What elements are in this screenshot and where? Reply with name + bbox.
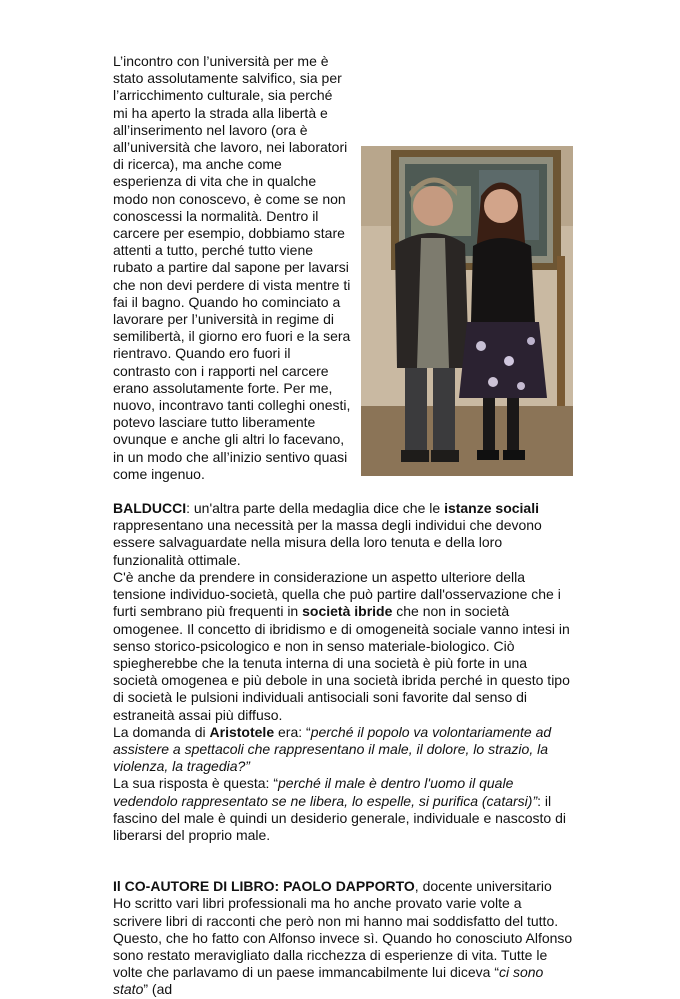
paragraph-coautore [113, 895, 573, 998]
italic-quote: ci sono stato [113, 964, 544, 998]
text-span: che non in società omogenee. Il concetto di ibridismo e di omogeneità sociale vanno intesi in senso storico-psicologico e non in senso materiale-biologico. Ciò spiegherebbe che la tenuta interna di una società è più forte in una società omogenea e più debole in una società ibrida perché in questo tipo di società le pulsioni individuali antisociali soni favorite dal senso di estraneità assai più diffuso. [113, 603, 570, 723]
text-span: La sua risposta è questa: “ [113, 775, 278, 792]
bold-term: Aristotele [209, 723, 275, 740]
text-span: La domanda di [113, 723, 210, 740]
text-span: era: “ [274, 723, 311, 740]
paragraph-1-text: L’incontro con l’università per me è stato assolutamente salvifico, sia per l’arricchimento culturale, sia perché mi ha aperto la strada alla libertà e all’inserimento nel lavoro (ora è all’università che lavoro, nei laboratori di ricerca), ma anche come esperienza di vita che in qualche modo non conoscevo, è come se non conoscessi la normalità. Dentro il carcere per esempio, dobbiamo stare attenti a tutto, perché tutto viene rubato a partire dal sapone per lavarsi che non devi perdere di vista mentre ti fai il bagno. Quando ho cominciato a lavorare per l’università in regime di semilibertà, il giorno ero fuori e la sera rientravo. Quando ero fuori il contrasto con i rapporti nel carcere erano assolutamente forte. Per me, nuovo, incontravo tanti colleghi onesti, potevo lasciare tutto liberamente ovunque e anche gli altri lo facevano, in un modo che all’inizio sentivo quasi come ingenuo. [113, 53, 351, 482]
photo-two-people [361, 146, 573, 476]
paragraph-1 [113, 53, 573, 483]
paragraph-aristotele [113, 724, 573, 776]
paragraph-balducci [113, 500, 573, 569]
text-span: : un'altra parte della medaglia dice che le [186, 500, 445, 517]
text-span: C'è anche da prendere in considerazione un aspetto ulteriore della tensione individuo-società, quella che può partire dall'osservazione che i furti sembrano più frequenti in [113, 568, 561, 620]
text-span: : il fascino del male è quindi un desiderio generale, individuale e nascosto di liberarsi del proprio male. [113, 792, 566, 843]
text-span: rappresentano una necessità per la massa degli individui che devono essere salvaguardate nella misura della loro tenuta e della loro funzionalità ottimale. [113, 517, 542, 568]
text-span: Ho scritto vari libri professionali ma ho anche provato varie volte a scrivere libri di racconti che però non mi hanno mai soddisfatto del tutto. Questo, che ho fatto con Alfonso invece sì. Quando ho conosciuto Alfonso sono restato meravigliato dalla ricchezza di esperienze di vita. Tutte le volte che parlavamo di un paese immancabilmente lui diceva “ [113, 895, 573, 981]
paragraph-coautore-heading [113, 878, 573, 895]
document-page [113, 53, 573, 999]
italic-quote: perché il popolo va volontariamente ad assistere a spettacoli che rappresentano il male, il dolore, lo strazio, la violenza, la tragedia?” [113, 723, 552, 775]
paragraph-societa [113, 569, 573, 724]
text-span: , docente universitario [414, 878, 552, 895]
bold-term: società ibride [302, 603, 393, 620]
paragraph-risposta [113, 775, 573, 844]
bold-term: istanze sociali [444, 500, 539, 517]
photo-frame [361, 146, 573, 476]
section-heading: Il CO-AUTORE DI LIBRO: PAOLO DAPPORTO [113, 878, 415, 895]
italic-quote: perché il male è dentro l'uomo il quale vedendolo rappresentato se ne libera, lo espelle, si purifica (catarsi)” [113, 775, 538, 809]
text-span: ” (ad [143, 981, 173, 998]
speaker-name: BALDUCCI [113, 500, 187, 517]
